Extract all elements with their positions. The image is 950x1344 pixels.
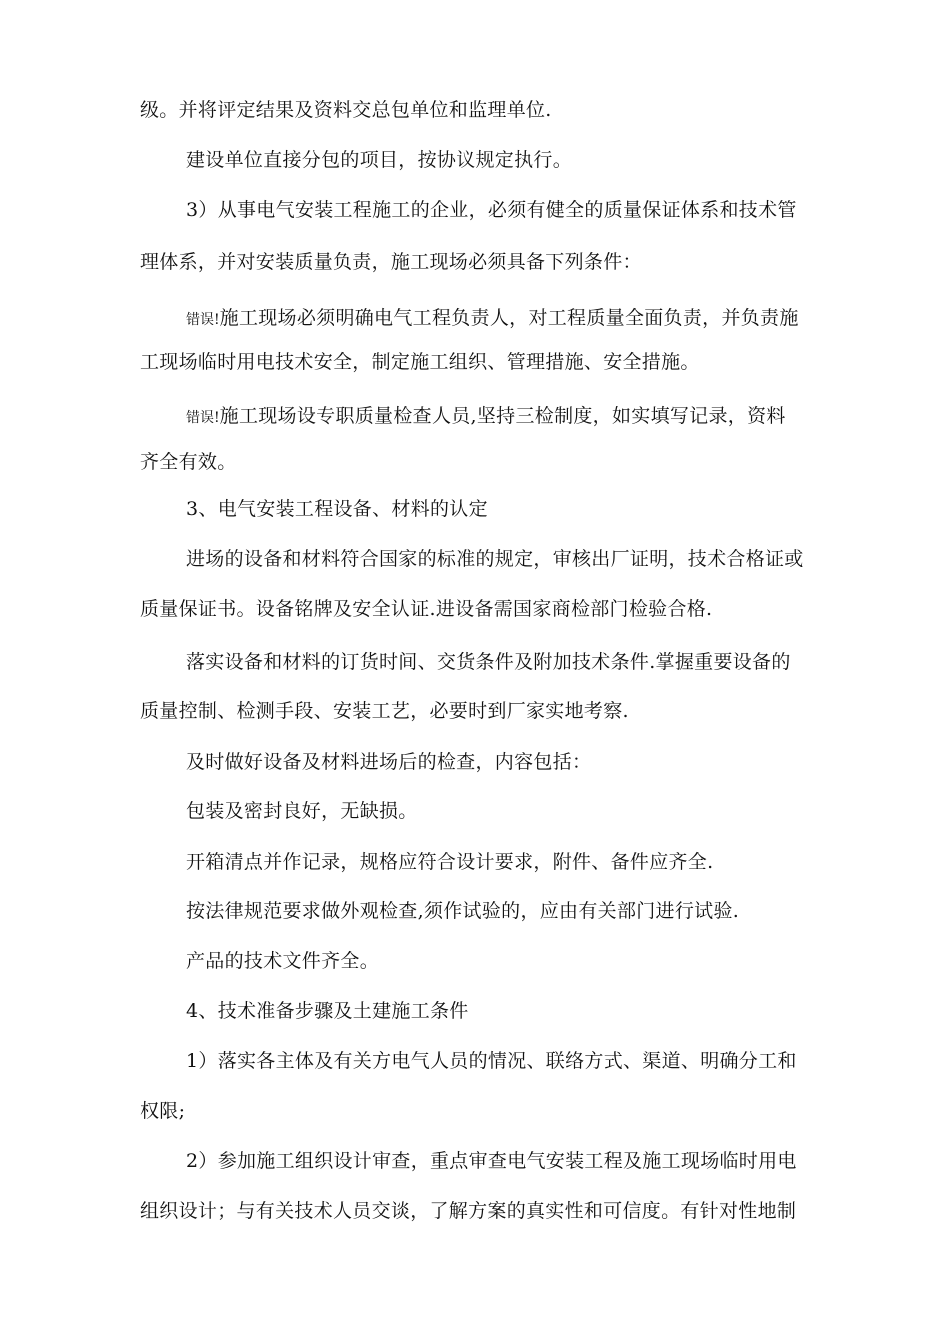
text-line: 质量控制、检测手段、安装工艺，必要时到厂家实地考察. (140, 700, 629, 722)
text-line: 2）参加施工组织设计审查，重点审查电气安装工程及施工现场临时用电 (186, 1150, 797, 1172)
error-marker: 错误! (186, 312, 220, 328)
text-line: 建设单位直接分包的项目，按协议规定执行。 (186, 149, 573, 171)
text-line: 组织设计；与有关技术人员交谈，了解方案的真实性和可信度。有针对性地制 (140, 1200, 797, 1222)
text-line: 3）从事电气安装工程施工的企业，必须有健全的质量保证体系和技术管 (186, 199, 797, 221)
text-line: 工现场临时用电技术安全，制定施工组织、管理措施、安全措施。 (140, 351, 700, 373)
text-line-body: 施工现场必须明确电气工程负责人，对工程质量全面负责，并负责施 (219, 307, 799, 329)
error-marker: 错误! (186, 410, 220, 426)
text-line: 及时做好设备及材料进场后的检查，内容包括： (186, 751, 592, 773)
section-heading: 3、电气安装工程设备、材料的认定 (186, 498, 488, 520)
text-line: 进场的设备和材料符合国家的标准的规定，审核出厂证明，技术合格证或 (186, 548, 804, 570)
text-line: 1）落实各主体及有关方电气人员的情况、联络方式、渠道、明确分工和 (186, 1050, 797, 1072)
text-line: 齐全有效。 (140, 451, 237, 473)
text-line: 包装及密封良好，无缺损。 (186, 800, 418, 822)
text-line (186, 404, 786, 430)
text-line: 理体系，并对安装质量负责，施工现场必须具备下列条件： (140, 251, 642, 273)
text-line: 落实设备和材料的订货时间、交货条件及附加技术条件.掌握重要设备的 (186, 651, 791, 673)
text-line: 质量保证书。设备铭牌及安全认证.进设备需国家商检部门检验合格. (140, 598, 713, 620)
text-line: 产品的技术文件齐全。 (186, 950, 380, 972)
text-line: 按法律规范要求做外观检查,须作试验的，应由有关部门进行试验. (186, 900, 740, 922)
text-line: 级。并将评定结果及资料交总包单位和监理单位. (140, 99, 552, 121)
text-line: 权限; (140, 1100, 186, 1122)
text-line-body: 施工现场设专职质量检查人员,坚持三检制度，如实填写记录，资料 (219, 405, 786, 427)
text-line (186, 306, 799, 332)
text-line: 开箱清点并作记录，规格应符合设计要求，附件、备件应齐全. (186, 851, 714, 873)
section-heading: 4、技术准备步骤及土建施工条件 (186, 1000, 469, 1022)
